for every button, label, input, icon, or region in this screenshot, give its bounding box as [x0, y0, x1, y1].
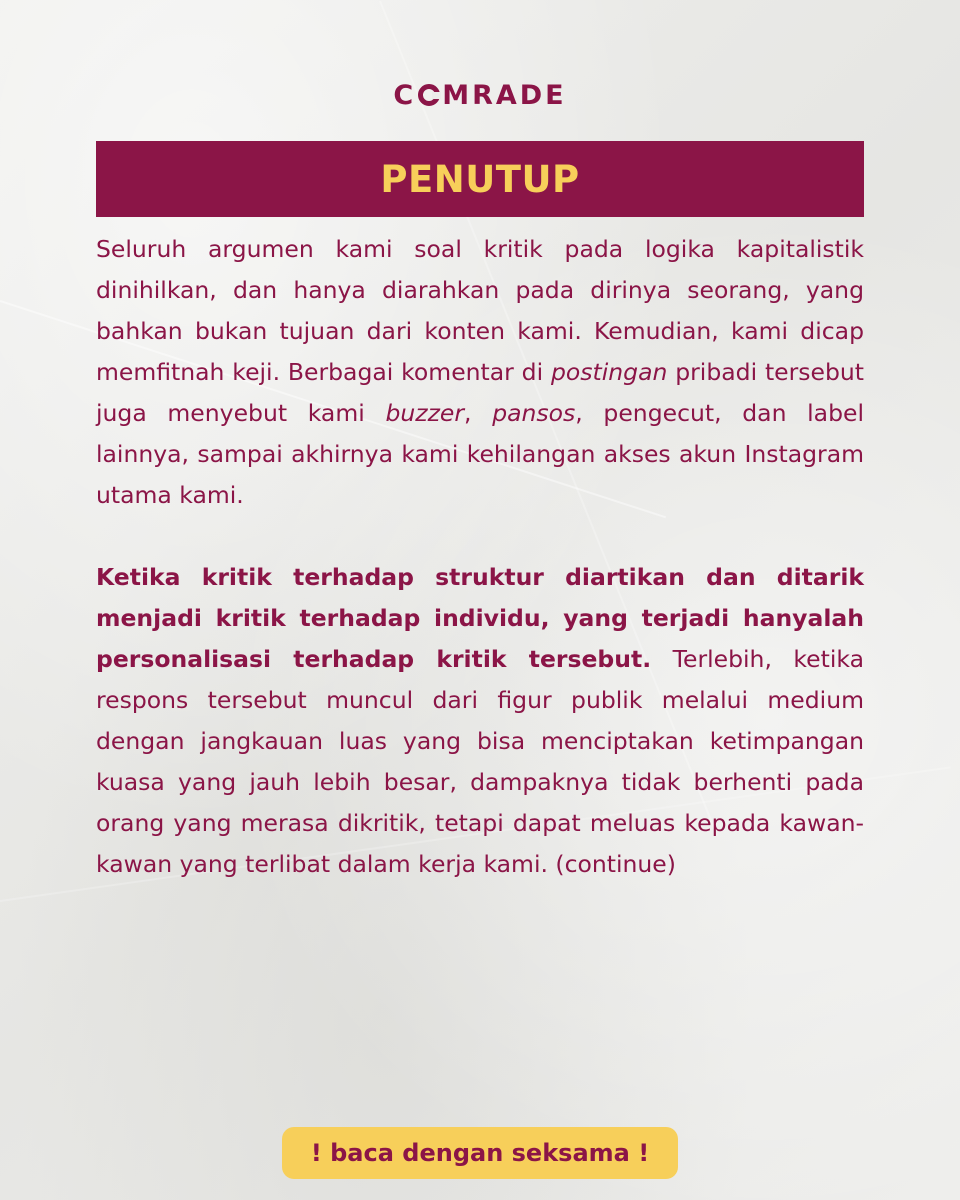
article-body [96, 229, 864, 885]
p1-text-e: , [464, 399, 493, 427]
p2-text-rest: Terlebih, ketika respons tersebut muncul dari figur publik melalui medium dengan jangkauan luas yang bisa menciptakan ketimpangan kuasa yang jauh lebih besar, dampaknya tidak berhenti pada orang yang merasa dikritik, tetapi dapat meluas kepada kawan-kawan yang terlibat dalam kerja kami. (continue) [96, 645, 864, 878]
paragraph-2 [96, 557, 864, 885]
brand-logo [0, 78, 960, 114]
badge-label: ! baca dengan seksama ! [310, 1139, 650, 1167]
p1-text-c: pribadi tersebut juga menyebut kami [96, 358, 865, 427]
p1-italic-buzzer: buzzer [385, 399, 465, 427]
logo-o-icon [418, 84, 440, 106]
p1-italic-pansos: pansos [492, 399, 576, 427]
page-title: PENUTUP [380, 157, 580, 201]
p1-italic-postingan: postingan [550, 358, 668, 386]
p1-text-g: , pengecut, dan label lainnya, sampai akhirnya kami kehilangan akses akun Instagram utama kami. [96, 399, 864, 509]
p2-bold-statement: Ketika kritik terhadap struktur diartikan dan ditarik menjadi kritik terhadap individu, yang terjadi hanyalah personalisasi terhadap kritik tersebut. [96, 563, 864, 673]
p1-text-a: Seluruh argumen kami soal kritik pada logika kapitalistik dinihilkan, dan hanya diarahkan pada dirinya seorang, yang bahkan bukan tujuan dari konten kami. Kemudian, kami dicap memfitnah keji. Berbagai komentar di [96, 235, 864, 386]
logo-text-start: C [393, 80, 417, 111]
logo-text-end: MRADE [442, 80, 567, 111]
read-carefully-badge [282, 1127, 678, 1179]
paragraph-1 [96, 229, 864, 516]
title-banner [96, 141, 864, 217]
